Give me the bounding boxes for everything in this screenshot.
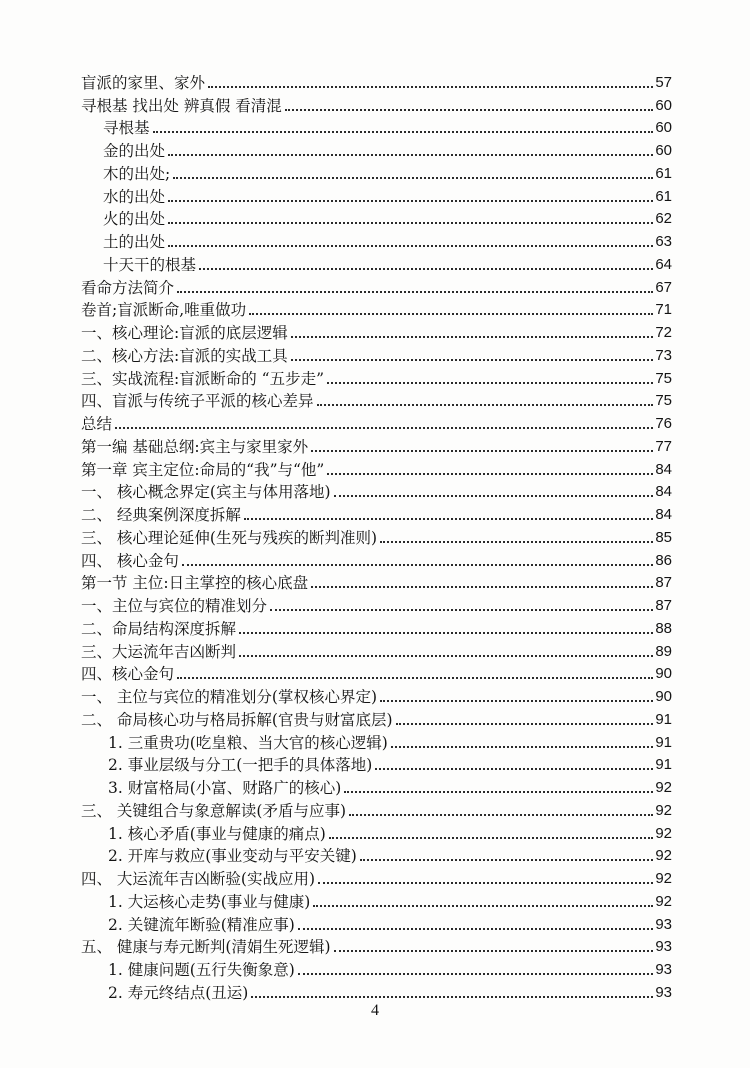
toc-entry-title: 第一章 宾主定位:命局的“我”与“他” bbox=[81, 460, 325, 479]
toc-entry[interactable] bbox=[81, 184, 672, 207]
toc-entry-page: 71 bbox=[655, 301, 672, 319]
toc-entry-title: 木的出处; bbox=[103, 164, 171, 183]
dot-leader bbox=[153, 131, 654, 133]
toc-entry-page: 60 bbox=[655, 142, 672, 159]
toc-entry[interactable] bbox=[81, 161, 672, 184]
dot-leader bbox=[298, 928, 654, 930]
toc-entry-title: 五、 健康与寿元断判(清娟生死逻辑) bbox=[81, 938, 331, 957]
toc-entry[interactable] bbox=[81, 889, 672, 912]
dot-leader bbox=[285, 109, 654, 111]
toc-entry[interactable] bbox=[81, 957, 672, 980]
toc-entry-title: 2. 开库与救应(事业变动与平安关键) bbox=[108, 847, 357, 866]
toc-entry[interactable] bbox=[81, 866, 672, 889]
dot-leader bbox=[182, 564, 653, 566]
dot-leader bbox=[177, 291, 653, 293]
toc-entry[interactable] bbox=[81, 480, 672, 503]
toc-entry[interactable] bbox=[81, 684, 672, 707]
toc-entry[interactable] bbox=[81, 457, 672, 480]
toc-entry-page: 90 bbox=[655, 665, 672, 683]
toc-entry[interactable] bbox=[81, 639, 672, 662]
dot-leader bbox=[115, 427, 653, 429]
dot-leader bbox=[327, 473, 653, 475]
toc-entry[interactable] bbox=[81, 753, 672, 776]
toc-entry[interactable] bbox=[81, 320, 672, 343]
dot-leader bbox=[313, 905, 653, 907]
dot-leader bbox=[239, 655, 653, 657]
toc-entry-page: 90 bbox=[655, 688, 672, 705]
toc-entry-page: 84 bbox=[655, 483, 672, 501]
toc-entry[interactable] bbox=[81, 821, 672, 844]
toc-entry-title: 总结 bbox=[81, 415, 113, 433]
toc-entry-title: 四、 大运流年吉凶断验(实战应用) bbox=[81, 870, 316, 888]
dot-leader bbox=[168, 154, 653, 156]
toc-entry[interactable] bbox=[81, 434, 672, 457]
dot-leader bbox=[311, 586, 653, 588]
toc-entry-page: 76 bbox=[655, 415, 672, 432]
toc-entry[interactable] bbox=[81, 593, 672, 616]
toc-entry-page: 87 bbox=[655, 597, 672, 614]
toc-entry-title: 二、 经典案例深度拆解 bbox=[81, 506, 241, 524]
toc-entry-title: 看命方法简介 bbox=[81, 278, 175, 297]
dot-leader bbox=[168, 222, 653, 224]
dot-leader bbox=[360, 859, 654, 861]
dot-leader bbox=[270, 609, 653, 611]
toc-entry[interactable] bbox=[81, 207, 672, 230]
toc-entry-title: 1. 核心矛盾(事业与健康的痛点) bbox=[108, 824, 326, 843]
toc-entry[interactable] bbox=[81, 775, 672, 798]
toc-entry-page: 61 bbox=[655, 164, 672, 182]
toc-entry-page: 61 bbox=[655, 187, 672, 205]
toc-entry-page: 89 bbox=[655, 642, 672, 660]
toc-entry-title: 3. 财富格局(小富、财路广的核心) bbox=[108, 779, 342, 797]
toc-entry-page: 92 bbox=[655, 779, 672, 796]
toc-entry-title: 1. 三重贵功(吃皇粮、当大官的核心逻辑) bbox=[108, 733, 388, 752]
toc-entry-title: 1. 健康问题(五行失衡象意) bbox=[108, 961, 295, 979]
toc-entry-title: 一、核心理论:盲派的底层逻辑 bbox=[81, 324, 288, 342]
toc-entry-title: 二、核心方法:盲派的实战工具 bbox=[81, 346, 288, 365]
toc-entry-title: 第一节 主位:日主掌控的核心底盘 bbox=[81, 574, 309, 593]
toc-entry[interactable] bbox=[81, 571, 672, 594]
toc-entry-title: 一、 主位与宾位的精准划分(掌权核心界定) bbox=[81, 688, 378, 706]
toc-entry-page: 57 bbox=[655, 73, 672, 91]
toc-entry-page: 67 bbox=[655, 278, 672, 296]
toc-entry[interactable] bbox=[81, 662, 672, 685]
toc-entry-title: 卷首;盲派断命,唯重做功 bbox=[81, 301, 247, 320]
toc-entry-page: 75 bbox=[655, 392, 672, 410]
dot-leader bbox=[311, 450, 653, 452]
toc-entry-title: 三、 关键组合与象意解读(矛盾与应事) bbox=[81, 801, 347, 820]
toc-entry-page: 64 bbox=[655, 255, 672, 273]
dot-leader bbox=[344, 791, 653, 793]
toc-entry-title: 金的出处 bbox=[103, 142, 166, 160]
dot-leader bbox=[334, 495, 654, 497]
toc-entry[interactable] bbox=[81, 525, 672, 548]
dot-leader bbox=[334, 950, 654, 952]
toc-entry[interactable] bbox=[81, 93, 672, 116]
dot-leader bbox=[291, 359, 654, 361]
toc-entry-page: 92 bbox=[655, 824, 672, 842]
toc-entry[interactable] bbox=[81, 389, 672, 412]
toc-entry-page: 88 bbox=[655, 619, 672, 637]
toc-entry-page: 91 bbox=[655, 733, 672, 751]
toc-entry[interactable] bbox=[81, 275, 672, 298]
toc-entry-title: 一、主位与宾位的精准划分 bbox=[81, 597, 268, 615]
toc-entry-page: 75 bbox=[655, 369, 672, 387]
toc-entry[interactable] bbox=[81, 138, 672, 161]
dot-leader bbox=[251, 996, 653, 998]
dot-leader bbox=[249, 313, 653, 315]
toc-entry-page: 92 bbox=[655, 801, 672, 819]
toc-entry-title: 一、 核心概念界定(宾主与体用落地) bbox=[81, 483, 331, 502]
table-of-contents bbox=[81, 70, 672, 1003]
toc-entry[interactable] bbox=[81, 366, 672, 389]
dot-leader bbox=[349, 814, 653, 816]
dot-leader bbox=[375, 768, 653, 770]
toc-entry-page: 93 bbox=[655, 938, 672, 956]
toc-entry[interactable] bbox=[81, 616, 672, 639]
toc-entry-page: 92 bbox=[655, 892, 672, 910]
toc-entry[interactable] bbox=[81, 229, 672, 252]
toc-entry-title: 十天干的根基 bbox=[103, 255, 197, 274]
toc-entry-title: 二、命局结构深度拆解 bbox=[81, 619, 237, 638]
toc-entry-title: 2. 寿元终结点(丑运) bbox=[108, 983, 249, 1002]
toc-entry-title: 三、实战流程:盲派断命的 “五步走” bbox=[81, 369, 324, 388]
toc-entry-title: 四、盲派与传统子平派的核心差异 bbox=[81, 392, 314, 411]
toc-entry[interactable] bbox=[81, 912, 672, 935]
toc-entry[interactable] bbox=[81, 116, 672, 139]
toc-entry-page: 77 bbox=[655, 437, 672, 455]
toc-entry[interactable] bbox=[81, 298, 672, 321]
dot-leader bbox=[177, 677, 653, 679]
toc-entry-title: 三、大运流年吉凶断判 bbox=[81, 642, 237, 661]
toc-entry-page: 93 bbox=[655, 983, 672, 1001]
toc-entry-title: 二、 命局核心功与格局拆解(官贵与财富底层) bbox=[81, 710, 393, 729]
dot-leader bbox=[380, 700, 653, 702]
toc-entry-title: 寻根基 bbox=[103, 119, 150, 138]
dot-leader bbox=[291, 336, 654, 338]
dot-leader bbox=[239, 632, 653, 634]
toc-entry-title: 2. 关键流年断验(精准应事) bbox=[108, 915, 295, 934]
dot-leader bbox=[168, 245, 653, 247]
dot-leader bbox=[327, 382, 653, 384]
toc-entry-page: 92 bbox=[655, 847, 672, 865]
toc-entry-page: 92 bbox=[655, 870, 672, 887]
toc-entry[interactable] bbox=[81, 730, 672, 753]
toc-entry[interactable] bbox=[81, 70, 672, 93]
toc-entry[interactable] bbox=[81, 935, 672, 958]
toc-entry-title: 四、 核心金句 bbox=[81, 551, 179, 570]
toc-entry[interactable] bbox=[81, 798, 672, 821]
toc-entry-page: 73 bbox=[655, 346, 672, 364]
toc-entry-page: 62 bbox=[655, 210, 672, 228]
toc-entry[interactable] bbox=[81, 980, 672, 1003]
toc-entry-title: 火的出处 bbox=[103, 210, 166, 229]
dot-leader bbox=[391, 746, 654, 748]
toc-entry[interactable] bbox=[81, 411, 672, 434]
toc-entry-page: 85 bbox=[655, 528, 672, 546]
toc-entry-title: 土的出处 bbox=[103, 233, 166, 251]
toc-entry[interactable] bbox=[81, 343, 672, 366]
toc-entry-page: 72 bbox=[655, 324, 672, 341]
toc-entry-page: 91 bbox=[655, 710, 672, 728]
toc-entry[interactable] bbox=[81, 548, 672, 571]
dot-leader bbox=[244, 518, 653, 520]
toc-entry-page: 87 bbox=[655, 574, 672, 592]
dot-leader bbox=[380, 541, 653, 543]
dot-leader bbox=[396, 723, 654, 725]
toc-entry-title: 水的出处 bbox=[103, 187, 166, 206]
toc-entry-title: 盲派的家里、家外 bbox=[81, 73, 206, 92]
toc-entry-page: 93 bbox=[655, 915, 672, 933]
toc-entry[interactable] bbox=[81, 502, 672, 525]
dot-leader bbox=[199, 268, 653, 270]
toc-entry-page: 84 bbox=[655, 460, 672, 478]
page-number: 4 bbox=[371, 1002, 379, 1019]
toc-entry-title: 寻根基 找出处 辨真假 看清混 bbox=[81, 96, 282, 115]
toc-entry[interactable] bbox=[81, 844, 672, 867]
toc-entry-title: 四、核心金句 bbox=[81, 665, 175, 684]
dot-leader bbox=[208, 86, 653, 88]
toc-entry[interactable] bbox=[81, 252, 672, 275]
toc-entry-page: 63 bbox=[655, 233, 672, 250]
toc-entry-title: 第一编 基础总纲:宾主与家里家外 bbox=[81, 437, 309, 456]
dot-leader bbox=[298, 973, 654, 975]
dot-leader bbox=[317, 404, 654, 406]
toc-entry-page: 60 bbox=[655, 119, 672, 137]
dot-leader bbox=[318, 882, 653, 884]
toc-entry-page: 84 bbox=[655, 506, 672, 523]
dot-leader bbox=[173, 177, 653, 179]
toc-entry-page: 86 bbox=[655, 551, 672, 569]
toc-entry-page: 91 bbox=[655, 756, 672, 774]
dot-leader bbox=[329, 837, 654, 839]
toc-entry[interactable] bbox=[81, 707, 672, 730]
dot-leader bbox=[168, 200, 653, 202]
toc-entry-title: 1. 大运核心走势(事业与健康) bbox=[108, 892, 311, 911]
toc-entry-title: 三、 核心理论延伸(生死与残疾的断判准则) bbox=[81, 528, 378, 547]
toc-entry-page: 93 bbox=[655, 961, 672, 978]
toc-entry-title: 2. 事业层级与分工(一把手的具体落地) bbox=[108, 756, 373, 775]
toc-entry-page: 60 bbox=[655, 96, 672, 114]
